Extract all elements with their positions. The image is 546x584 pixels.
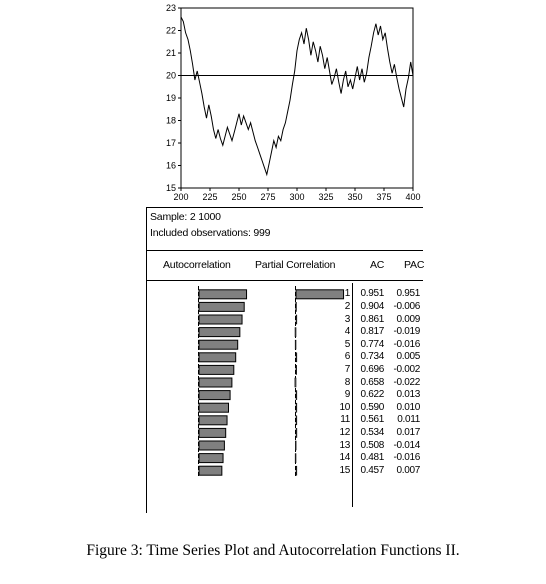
pacf-bar [296,302,297,311]
pacf-bars [295,286,344,477]
time-series-plot [150,2,430,202]
acf-bar [199,340,238,349]
sample-label: Sample: 2 1000 [150,211,221,223]
y-tick-label: 23 [165,3,176,13]
lag-number: 11 [340,414,350,426]
lag-number: 12 [339,426,350,438]
pacf-bar [296,353,297,362]
lag-number: 2 [344,300,350,312]
acf-bars [199,286,247,477]
pac-value: -0.002 [393,363,420,375]
pacf-bar [296,365,297,374]
ac-value: 0.561 [360,414,384,426]
pac-value: -0.016 [393,452,420,464]
acf-bar [199,428,226,437]
lag-number: 7 [344,363,350,375]
acf-bar [199,365,234,374]
pac-header: PAC [404,259,425,271]
ac-value: 0.534 [360,426,384,438]
correlogram-panel [146,207,423,513]
acf-bar [199,466,222,475]
ac-value: 0.734 [360,351,384,363]
lag-number: 9 [344,389,350,401]
x-tick-label: 250 [231,192,247,202]
x-tick-label: 275 [260,192,276,202]
lag-number: 1 [344,288,350,300]
y-tick-label: 18 [165,115,176,126]
ac-value: 0.590 [360,401,384,413]
y-tick-label: 15 [165,183,176,193]
x-tick-label: 225 [202,192,218,202]
pacf-bar [296,315,297,324]
y-tick-label: 20 [165,70,176,81]
x-tick-label: 200 [173,192,189,202]
lag-number: 15 [339,464,350,476]
acf-bar [199,391,230,400]
pac-value: 0.951 [396,288,420,300]
lag-number: 3 [344,313,350,325]
lag-number: 6 [344,351,350,363]
x-tick-label: 350 [347,192,363,202]
ac-value: 0.696 [360,363,384,375]
pacf-bar [296,403,297,412]
observations-label: Included observations: 999 [150,227,271,239]
ac-value: 0.481 [360,452,384,464]
acf-bar [199,403,229,412]
ac-value: 0.951 [360,288,384,300]
pacf-bar [295,378,296,387]
ac-value: 0.508 [360,439,384,451]
autocorrelation-header: Autocorrelation [163,259,231,271]
lag-number: 4 [344,326,350,338]
y-axis [166,3,181,193]
pacf-bar [296,391,297,400]
x-axis [173,188,420,202]
y-tick-label: 17 [165,138,176,148]
pac-value: 0.011 [397,414,420,426]
pacf-bar [296,466,297,475]
ac-value: 0.861 [360,313,384,325]
pacf-bar [296,428,297,437]
pac-value: 0.010 [396,401,420,413]
acf-bar [199,441,224,450]
pacf-bar [295,328,296,337]
acf-bar [199,454,223,463]
pac-value: -0.019 [393,326,420,338]
acf-bar [199,328,240,337]
ac-value: 0.622 [360,389,384,401]
pac-value: 0.013 [396,389,420,401]
pac-value: -0.016 [393,338,420,350]
acf-bar [199,416,227,425]
x-tick-label: 375 [376,192,392,202]
series-line [181,17,413,175]
ac-header: AC [370,259,385,271]
y-tick-label: 16 [165,160,176,171]
pac-value: 0.007 [396,464,420,476]
y-tick-label: 22 [165,25,176,36]
pac-value: -0.014 [393,439,420,451]
pac-value: 0.005 [396,351,420,363]
x-tick-label: 400 [405,192,421,202]
pacf-bar [295,454,296,463]
ac-value: 0.904 [360,300,384,312]
ac-value: 0.774 [360,338,384,350]
ac-value: 0.658 [360,376,384,388]
acf-bar [199,353,236,362]
pac-value: 0.017 [396,426,420,438]
lag-number: 8 [344,376,350,388]
pacf-bar [295,340,296,349]
ac-value: 0.817 [360,326,384,338]
figure-caption: Figure 3: Time Series Plot and Autocorrelation Functions II. [86,542,460,559]
pac-value: -0.006 [393,300,420,312]
pacf-bar [295,441,296,450]
acf-bar [199,290,247,299]
pac-value: 0.009 [396,313,420,325]
lag-number: 13 [339,439,350,451]
pac-value: -0.022 [393,376,420,388]
acf-bar [199,378,232,387]
x-tick-label: 325 [318,192,334,202]
lag-number: 10 [339,401,350,413]
x-tick-label: 300 [289,192,305,202]
lag-number: 5 [344,338,350,350]
ac-value: 0.457 [360,464,384,476]
pacf-bar [296,290,344,299]
partial-correlation-header: Partial Correlation [255,259,336,271]
y-tick-label: 19 [165,93,176,103]
acf-bar [199,302,244,311]
acf-bar [199,315,242,324]
lag-number: 14 [339,452,350,464]
pacf-bar [296,416,297,425]
y-tick-label: 21 [165,48,176,58]
